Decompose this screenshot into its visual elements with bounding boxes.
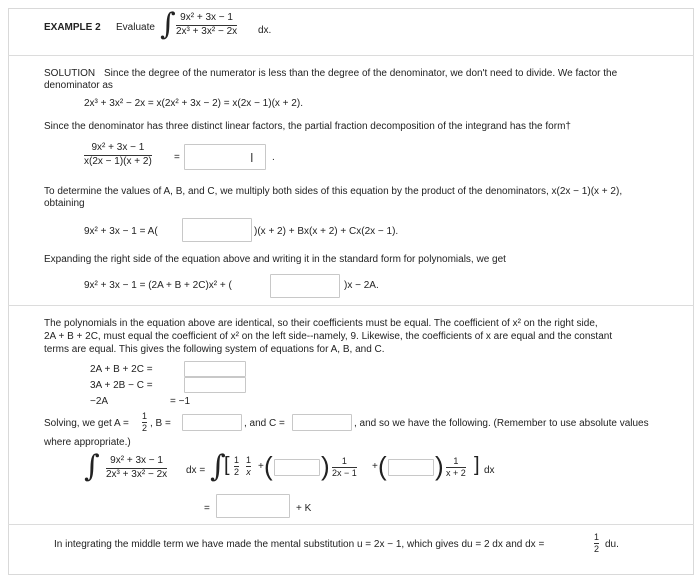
final-half-fraction	[594, 533, 599, 555]
system-eq-3-right: = −1	[170, 396, 191, 407]
solution-text-5: obtaining	[44, 198, 85, 209]
a-value-denominator: 2	[142, 423, 148, 434]
frac-2x-minus-1	[332, 457, 357, 479]
factor-equation: 2x³ + 3x² − 2x = x(2x² + 3x − 2) = x(2x − 1)(x + 2).	[84, 98, 303, 109]
system-eq-3-left: −2A	[90, 396, 109, 407]
frac-2x-minus-1-denominator: 2x − 1	[332, 468, 357, 479]
integral-sign-right: ∫	[210, 449, 226, 484]
eq3-right: )x − 2A.	[344, 280, 379, 291]
paren-open-2: (	[378, 451, 387, 481]
bracket-open: [	[224, 454, 230, 476]
pf-decomposition-input[interactable]	[184, 144, 266, 170]
pf-numerator: 9x² + 3x − 1	[91, 142, 145, 153]
frac-2x-minus-1-numerator: 1	[341, 456, 347, 466]
integrand-denominator: 2x³ + 3x² − 2x	[176, 25, 238, 37]
a-value-fraction	[142, 412, 147, 434]
antiderivative-input[interactable]	[216, 494, 290, 518]
mid-separator	[8, 305, 694, 306]
solution-text-6: Expanding the right side of the equation above and writing it in the standard form for polynomials, we get	[44, 254, 506, 265]
solution-text-8: 2A + B + 2C, must equal the coefficient of x² on the left side--namely, 9. Likewise, the coefficients of x are equal and the constant	[44, 331, 613, 342]
solution-text-4: To determine the values of A, B, and C, we multiply both sides of this equation by the product of the denominators, x(2x − 1)(x + 2),	[44, 186, 623, 197]
solution-text-2: denominator as	[44, 80, 113, 91]
integral-dx-equals: dx =	[186, 465, 206, 476]
solution-text-1: Since the degree of the numerator is less than the degree of the denominator, we don't need to divide. We factor the	[104, 68, 618, 79]
plus-1: +	[258, 461, 264, 472]
eq3-coefficient-input[interactable]	[270, 274, 340, 298]
plus-k: + K	[296, 503, 312, 514]
one-over-x-denominator: x	[246, 467, 251, 478]
bracket-close: ]	[474, 454, 480, 476]
system-eq-1: 2A + B + 2C =	[90, 364, 153, 375]
solution-label: SOLUTION	[44, 68, 96, 79]
frac-x-plus-2-denominator: x + 2	[446, 468, 466, 479]
evaluate-prompt: Evaluate	[116, 22, 155, 33]
final-note: In integrating the middle term we have made the mental substitution u = 2x − 1, which gives du = 2 dx and dx =	[54, 539, 545, 550]
half-fraction	[234, 456, 239, 478]
frac-x-plus-2	[446, 457, 466, 479]
coef-x-plus-2-input[interactable]	[388, 459, 434, 476]
c-value-input[interactable]	[292, 414, 352, 431]
system-eq-2-input[interactable]	[184, 377, 246, 393]
solving-prefix: Solving, we get A =	[44, 418, 129, 429]
header-separator	[8, 55, 694, 56]
c-label: , and C =	[244, 418, 285, 429]
half-numerator: 1	[234, 455, 240, 465]
one-over-x-fraction	[246, 456, 251, 478]
eq2-left: 9x² + 3x − 1 = A(	[84, 226, 158, 237]
bottom-separator	[8, 524, 694, 525]
pf-period: .	[272, 152, 275, 163]
final-half-denominator: 2	[594, 544, 600, 555]
partial-fraction-lhs	[84, 143, 152, 167]
system-eq-2: 3A + 2B − C =	[90, 380, 153, 391]
paren-close-1: )	[321, 451, 330, 481]
integrand-numerator: 9x² + 3x − 1	[180, 12, 233, 23]
coef-2x-minus-1-input[interactable]	[274, 459, 320, 476]
integrand-fraction	[176, 13, 237, 37]
final-half-numerator: 1	[594, 532, 600, 542]
eq3-left: 9x² + 3x − 1 = (2A + B + 2C)x² + (	[84, 280, 232, 291]
a-value-numerator: 1	[142, 411, 148, 421]
integral-denominator: 2x³ + 3x² − 2x	[106, 468, 168, 480]
paren-close-2: )	[435, 451, 444, 481]
pf-denominator: x(2x − 1)(x + 2)	[84, 155, 152, 167]
b-value-input[interactable]	[182, 414, 242, 431]
one-over-x-numerator: 1	[246, 455, 252, 465]
integral-sign: ∫	[160, 7, 176, 42]
eq2-coefficient-input[interactable]	[182, 218, 252, 242]
eq2-right: )(x + 2) + Bx(x + 2) + Cx(2x − 1).	[254, 226, 399, 237]
b-label: , B =	[150, 418, 171, 429]
system-eq-1-input[interactable]	[184, 361, 246, 377]
integral-sign-left: ∫	[84, 449, 100, 484]
integral-dx-end: dx	[484, 465, 495, 476]
result-equals: =	[204, 503, 210, 514]
half-denominator: 2	[234, 467, 240, 478]
dx-label: dx.	[258, 25, 272, 36]
content-frame	[8, 8, 694, 575]
solving-post: , and so we have the following. (Remember to use absolute values	[354, 418, 649, 429]
solution-text-7: The polynomials in the equation above are identical, so their coefficients must be equal. The coefficient of x² on the right side,	[44, 318, 598, 329]
example-label: EXAMPLE 2	[44, 22, 101, 33]
paren-open-1: (	[264, 451, 273, 481]
solution-text-9: terms are equal. This gives the following system of equations for A, B, and C.	[44, 344, 385, 355]
integral-numerator: 9x² + 3x − 1	[110, 455, 163, 466]
solution-text-3: Since the denominator has three distinct linear factors, the partial fraction decomposition of the integrand has the form†	[44, 121, 571, 132]
pf-equals: =	[174, 152, 180, 163]
text-cursor-icon: Ι	[250, 151, 254, 165]
solving-where: where appropriate.)	[44, 437, 131, 448]
frac-x-plus-2-numerator: 1	[453, 456, 459, 466]
plus-2: +	[372, 461, 378, 472]
final-du: du.	[605, 539, 619, 550]
integral-fraction	[106, 456, 167, 480]
